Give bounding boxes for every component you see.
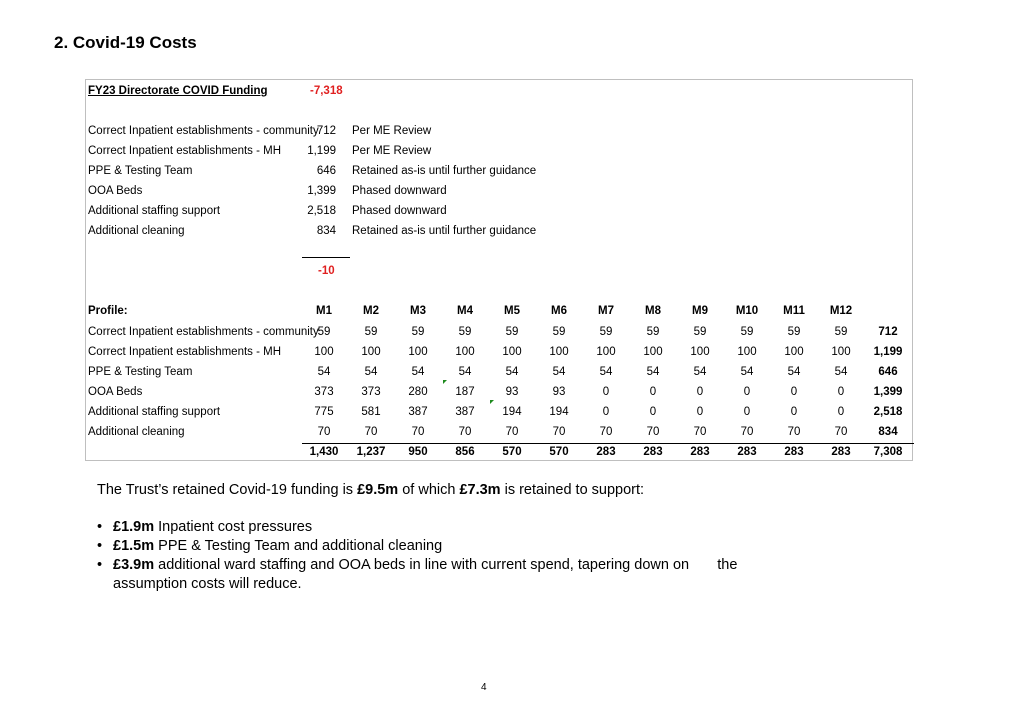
profile-cell: 59 (505, 326, 519, 338)
profile-cell: 0 (649, 406, 657, 418)
profile-cell: 100 (314, 346, 334, 358)
month-header: M4 (457, 305, 473, 317)
bullet-icon: • (97, 557, 103, 573)
profile-cell: 387 (455, 406, 475, 418)
profile-cell: 59 (317, 326, 331, 338)
profile-cell: 54 (834, 366, 848, 378)
month-total: 283 (643, 446, 663, 458)
month-total: 283 (831, 446, 851, 458)
funding-row-label: Correct Inpatient establishments - community (88, 125, 319, 137)
bullet-amount: £3.9m (113, 557, 155, 573)
intro-prefix: The Trust’s retained Covid-19 funding is (97, 482, 358, 498)
profile-cell: 59 (693, 326, 707, 338)
profile-heading: Profile: (88, 305, 128, 317)
bullet-icon: • (97, 519, 103, 535)
profile-cell: 0 (602, 386, 610, 398)
profile-cell: 0 (743, 386, 751, 398)
month-total: 283 (737, 446, 757, 458)
profile-cell: 100 (690, 346, 710, 358)
profile-cell: 93 (505, 386, 519, 398)
month-total: 570 (549, 446, 569, 458)
summary-bullet (97, 556, 797, 594)
profile-cell: 0 (602, 406, 610, 418)
page-number: 4 (481, 682, 487, 693)
page-title: 2. Covid-19 Costs (54, 33, 197, 52)
profile-row-label: Correct Inpatient establishments - MH (88, 346, 282, 358)
profile-cell: 70 (646, 426, 660, 438)
profile-cell: 59 (834, 326, 848, 338)
profile-cell: 373 (314, 386, 334, 398)
profile-cell: 54 (364, 366, 378, 378)
profile-cell: 0 (837, 406, 845, 418)
month-total: 283 (690, 446, 710, 458)
profile-cell: 373 (361, 386, 381, 398)
profile-cell: 70 (834, 426, 848, 438)
profile-row-total: 646 (878, 366, 898, 378)
profile-cell: 70 (552, 426, 566, 438)
bullet-text: Inpatient cost pressures (154, 519, 313, 535)
covid-funding-table-image (85, 79, 913, 461)
month-header: M12 (829, 305, 853, 317)
profile-cell: 70 (740, 426, 754, 438)
funding-row-label: PPE & Testing Team (88, 165, 193, 177)
profile-row-total: 1,199 (873, 346, 903, 358)
profile-cell: 0 (743, 406, 751, 418)
profile-cell: 0 (696, 406, 704, 418)
profile-cell: 0 (649, 386, 657, 398)
profile-cell: 0 (837, 386, 845, 398)
profile-cell: 54 (552, 366, 566, 378)
funding-variance: -10 (318, 265, 335, 277)
month-header: M2 (363, 305, 379, 317)
profile-cell: 59 (787, 326, 801, 338)
summary-bullet (97, 537, 797, 556)
intro-mid: of which (398, 482, 460, 498)
summary-bullet-list (97, 518, 797, 594)
profile-cell: 54 (317, 366, 331, 378)
profile-cell: 59 (646, 326, 660, 338)
month-total: 1,430 (309, 446, 339, 458)
profile-cell: 54 (693, 366, 707, 378)
profile-cell: 59 (411, 326, 425, 338)
profile-cell: 54 (505, 366, 519, 378)
intro-amount-support: £7.3m (459, 482, 501, 498)
profile-cell: 100 (408, 346, 428, 358)
variance-rule (302, 257, 350, 258)
profile-cell: 100 (831, 346, 851, 358)
summary-text (97, 481, 797, 594)
bullet-text: additional ward staffing and OOA beds in line with current spend, tapering down on the assumption costs will reduce. (113, 557, 738, 592)
profile-cell: 59 (364, 326, 378, 338)
funding-row-value: 646 (316, 165, 336, 177)
month-header: M7 (598, 305, 614, 317)
profile-cell: 0 (790, 406, 798, 418)
profile-cell: 70 (317, 426, 331, 438)
funding-row-value: 712 (316, 125, 336, 137)
profile-cell: 187 (455, 386, 475, 398)
profile-cell: 54 (458, 366, 472, 378)
funding-row-label: Correct Inpatient establishments - MH (88, 145, 282, 157)
profile-cell: 93 (552, 386, 566, 398)
profile-cell: 100 (643, 346, 663, 358)
profile-row-label: Additional staffing support (88, 406, 221, 418)
funding-row-note: Retained as-is until further guidance (352, 225, 537, 237)
profile-row-total: 1,399 (873, 386, 903, 398)
profile-row-label: Correct Inpatient establishments - community (88, 326, 319, 338)
funding-row-note: Phased downward (352, 205, 447, 217)
month-header: M11 (783, 305, 805, 317)
funding-row-note: Phased downward (352, 185, 447, 197)
bullet-icon: • (97, 538, 103, 554)
profile-row-total: 2,518 (873, 406, 903, 418)
summary-intro (97, 481, 797, 500)
profile-cell: 100 (596, 346, 616, 358)
profile-row-label: PPE & Testing Team (88, 366, 193, 378)
profile-cell: 54 (740, 366, 754, 378)
profile-row-label: OOA Beds (88, 386, 143, 398)
funding-row-note: Per ME Review (352, 125, 432, 137)
month-header: M9 (692, 305, 708, 317)
profile-cell: 70 (411, 426, 425, 438)
funding-row-label: Additional cleaning (88, 225, 185, 237)
profile-cell: 280 (408, 386, 428, 398)
profile-cell: 59 (458, 326, 472, 338)
profile-cell: 581 (361, 406, 381, 418)
profile-cell: 54 (787, 366, 801, 378)
month-total: 856 (455, 446, 475, 458)
intro-suffix: is retained to support: (500, 482, 645, 498)
funding-row-value: 1,399 (307, 185, 336, 197)
funding-row-value: 1,199 (307, 145, 336, 157)
funding-row-value: 834 (316, 225, 336, 237)
profile-total-rule (302, 443, 914, 444)
bullet-amount: £1.9m (113, 519, 155, 535)
profile-row-total: 834 (878, 426, 898, 438)
month-total: 950 (408, 446, 428, 458)
funding-total: -7,318 (310, 85, 343, 97)
intro-amount-retained: £9.5m (357, 482, 399, 498)
profile-cell: 100 (455, 346, 475, 358)
profile-cell: 70 (787, 426, 801, 438)
grand-total: 7,308 (873, 446, 903, 458)
funding-row-value: 2,518 (307, 205, 336, 217)
month-header: M3 (410, 305, 426, 317)
bullet-amount: £1.5m (113, 538, 155, 554)
month-header: M1 (316, 305, 332, 317)
profile-cell: 54 (599, 366, 613, 378)
funding-row-label: OOA Beds (88, 185, 143, 197)
profile-cell: 100 (737, 346, 757, 358)
month-total: 283 (784, 446, 804, 458)
profile-cell: 387 (408, 406, 428, 418)
excel-warning-marker-icon (443, 380, 447, 384)
month-total: 570 (502, 446, 522, 458)
profile-cell: 59 (599, 326, 613, 338)
profile-cell: 70 (458, 426, 472, 438)
profile-cell: 54 (646, 366, 660, 378)
profile-cell: 70 (364, 426, 378, 438)
funding-row-label: Additional staffing support (88, 205, 221, 217)
profile-cell: 0 (790, 386, 798, 398)
month-total: 1,237 (356, 446, 386, 458)
profile-cell: 100 (784, 346, 804, 358)
funding-heading: FY23 Directorate COVID Funding (88, 85, 268, 97)
profile-cell: 775 (314, 406, 334, 418)
profile-cell: 54 (411, 366, 425, 378)
excel-warning-marker-icon (490, 400, 494, 404)
bullet-text: PPE & Testing Team and additional cleaning (154, 538, 443, 554)
month-total: 283 (596, 446, 616, 458)
summary-bullet (97, 518, 797, 537)
month-header: M8 (645, 305, 661, 317)
profile-cell: 100 (361, 346, 381, 358)
profile-row-total: 712 (878, 326, 898, 338)
month-header: M10 (735, 305, 759, 317)
profile-cell: 194 (502, 406, 522, 418)
profile-cell: 59 (740, 326, 754, 338)
profile-cell: 100 (502, 346, 522, 358)
profile-row-label: Additional cleaning (88, 426, 185, 438)
profile-cell: 194 (549, 406, 569, 418)
funding-row-note: Retained as-is until further guidance (352, 165, 537, 177)
funding-row-note: Per ME Review (352, 145, 432, 157)
profile-cell: 70 (693, 426, 707, 438)
month-header: M5 (504, 305, 520, 317)
profile-cell: 70 (505, 426, 519, 438)
profile-cell: 59 (552, 326, 566, 338)
profile-cell: 70 (599, 426, 613, 438)
month-header: M6 (551, 305, 567, 317)
profile-cell: 100 (549, 346, 569, 358)
profile-cell: 0 (696, 386, 704, 398)
